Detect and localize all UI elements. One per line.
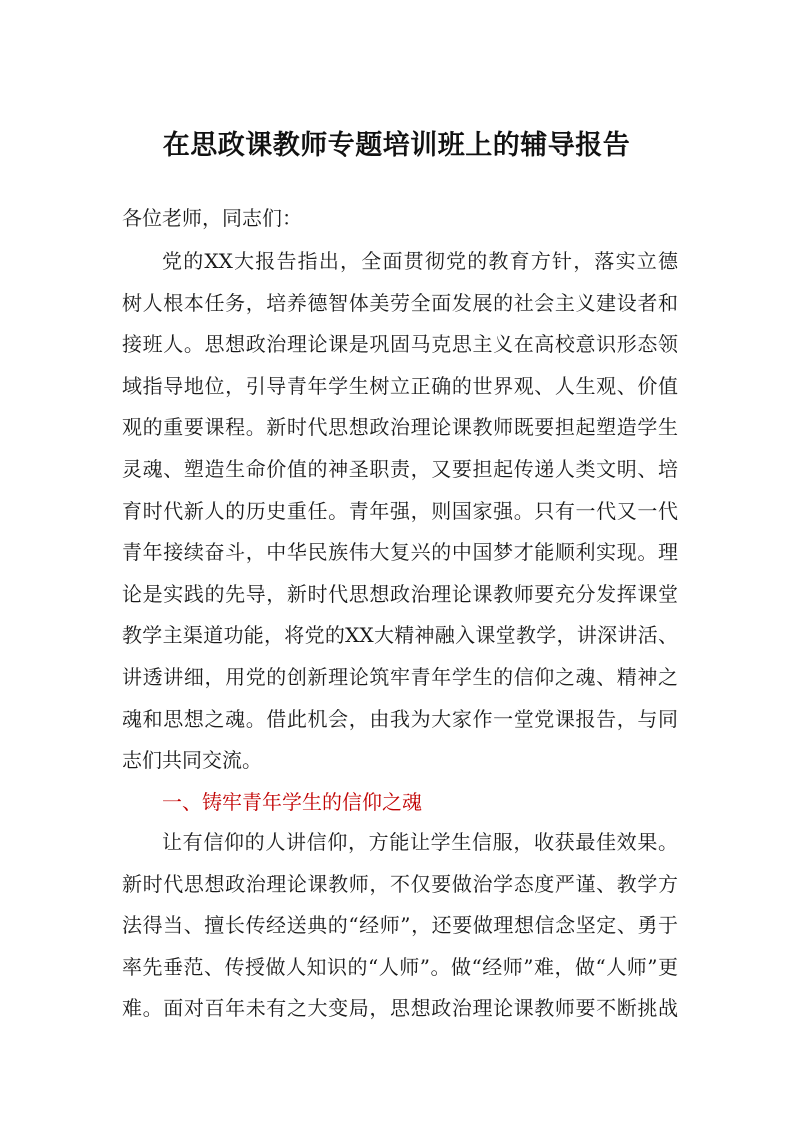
paragraph-section1 <box>122 822 678 1030</box>
paragraph-line: 育时代新人的历史重任。青年强，则国家强。只有一代又一代 <box>122 498 678 523</box>
document-title: 在思政课教师专题培训班上的辅导报告 <box>162 130 631 161</box>
paragraph-line: 新时代思想政治理论课教师，不仅要做治学态度严谨、教学方 <box>122 871 678 896</box>
paragraph-line: 党的XX大报告指出，全面贯彻党的教育方针，落实立德 <box>162 249 678 273</box>
paragraph-line: 论是实践的先导，新时代思想政治理论课教师要充分发挥课堂 <box>122 581 678 606</box>
paragraph-line: 接班人。思想政治理论课是巩固马克思主义在高校意识形态领 <box>122 332 678 357</box>
paragraph-line: 率先垂范、传授做人知识的“人师”。做“经师”难，做“人师”更 <box>122 954 678 979</box>
paragraph-line: 观的重要课程。新时代思想政治理论课教师既要担起塑造学生 <box>122 415 678 440</box>
paragraph-line: 魂和思想之魂。借此机会，由我为大家作一堂党课报告，与同 <box>122 706 678 731</box>
paragraph-line: 青年接续奋斗，中华民族伟大复兴的中国梦才能顺利实现。理 <box>122 540 678 565</box>
paragraph-line: 志们共同交流。 <box>122 748 262 773</box>
paragraph-line: 让有信仰的人讲信仰，方能让学生信服，收获最佳效果。 <box>162 830 678 854</box>
paragraph-line: 讲透讲细，用党的创新理论筑牢青年学生的信仰之魂、精神之 <box>122 664 678 689</box>
paragraph-line: 灵魂、塑造生命价值的神圣职责，又要担起传递人类文明、培 <box>122 456 678 481</box>
salutation: 各位老师，同志们： <box>122 206 302 230</box>
section-heading: 一、铸牢青年学生的信仰之魂 <box>162 790 422 814</box>
paragraph-line: 树人根本任务，培养德智体美劳全面发展的社会主义建设者和 <box>122 290 678 315</box>
paragraph-line: 难。面对百年未有之大变局，思想政治理论课教师要不断挑战 <box>122 996 678 1021</box>
paragraph-line: 教学主渠道功能，将党的XX大精神融入课堂教学，讲深讲活、 <box>122 623 678 648</box>
paragraph-intro <box>122 241 678 782</box>
paragraph-line: 域指导地位，引导青年学生树立正确的世界观、人生观、价值 <box>122 373 678 398</box>
paragraph-line: 法得当、擅长传经送典的“经师”，还要做理想信念坚定、勇于 <box>122 913 678 938</box>
